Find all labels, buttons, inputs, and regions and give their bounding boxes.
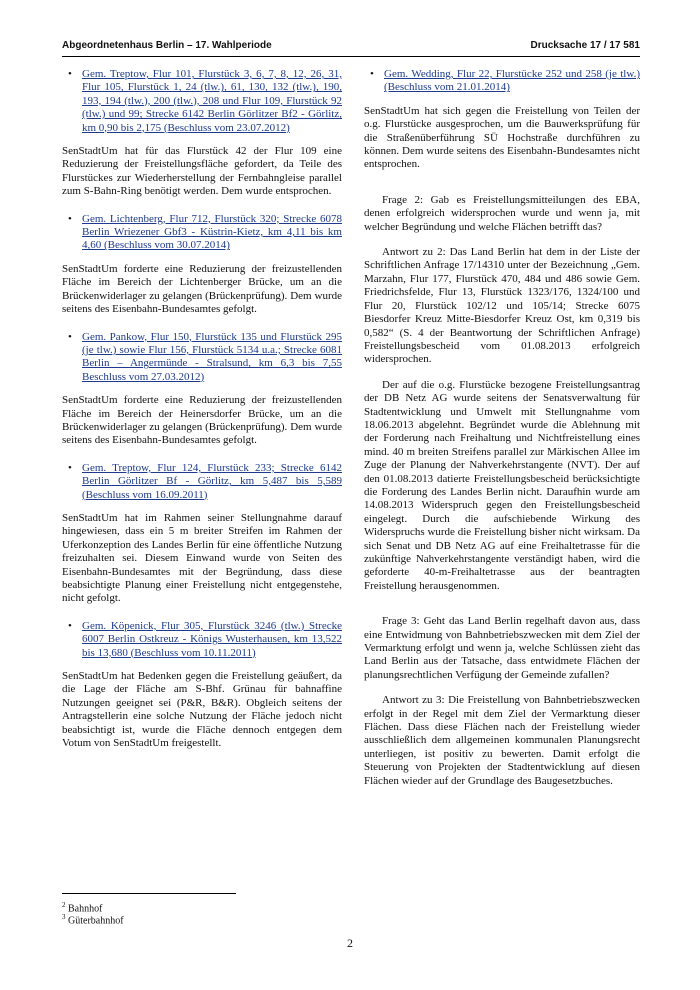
bullet: • — [68, 68, 72, 80]
list-item — [62, 620, 342, 660]
footnote-number: 3 — [62, 913, 66, 921]
item-text: SenStadtUm hat im Rahmen seiner Stellungnahme darauf hingewiesen, dass ein 5 m breiter Streifen im Rahmen der Uferkonzeption des Landes Berlin für eine öffentliche Nutzung freizuhalten sei. Diesem Einwand wurde von Seiten des Eisenbahn-Bundesamtes mit der Begründung, dass diese beabsichtigte Planung einer Freistellung nicht entgegenstehe, nicht gefolgt. — [62, 511, 342, 605]
item-text: SenStadtUm hat sich gegen die Freistellung von Teilen der o.g. Flurstücke ausgesprochen, um die Bauwerksprüfung für die Straßenüberführung SÜ Hochstraße durchführen zu können. Dem wurde seitens des Eisenbahn-Bundesamtes nicht entsprochen. — [364, 104, 640, 171]
item-title-link[interactable]: Gem. Treptow, Flur 101, Flurstück 3, 6, 7, 8, 12, 26, 31, Flur 105, Flurstück 1, 24 (tlw.), 61, 130, 132 (tlw.), 190, 193, 194 (tlw.), 200 (tlw.), 208 und Flur 109, Flurstück 92 (tlw.) und 99; Strecke 6142 Berlin Görlitzer Bf2 - Görlitz, km 0,90 bis 2,175 (Beschluss vom 23.07.2012) — [82, 68, 342, 134]
bullet: • — [68, 461, 72, 474]
header-doc-number: Drucksache 17 / 17 581 — [530, 40, 640, 51]
footnote-text: Bahnhof — [68, 903, 103, 915]
item-text: SenStadtUm forderte eine Reduzierung der freizustellenden Fläche im Bereich der Heinersdorfer Brücke, um an die Brückenwiderlager zu gelangen (Brückenprüfung). Dem wurde seitens des Eisenbahn-Bundesamtes gefolgt. — [62, 394, 342, 447]
item-title-link[interactable]: Gem. Lichtenberg, Flur 712, Flurstück 320; Strecke 6078 Berlin Wriezener Gbf3 - Küstrin-Kietz, km 4,11 bis km 4,60 (Beschluss vom 30.07.2014) — [82, 212, 342, 252]
right-column — [364, 68, 640, 788]
left-column — [62, 68, 342, 750]
page-header — [62, 40, 640, 56]
bullet: • — [370, 68, 374, 80]
header-title: Abgeordnetenhaus Berlin – 17. Wahlperiode — [62, 40, 272, 51]
list-item — [62, 68, 342, 135]
list-item — [364, 68, 640, 95]
page-number: 2 — [347, 936, 353, 950]
list-item — [62, 213, 342, 253]
item-text: SenStadtUm hat für das Flurstück 42 der Flur 109 eine Reduzierung der Freistellungsfläche gefordert, da Teile des Flurstückes zur Wiederherstellung der Fernbahngleise parallel zum S-Bahn-Ring benötigt werden. Dem wurde entsprochen. — [62, 145, 342, 198]
item-title-link[interactable]: Gem. Pankow, Flur 150, Flurstück 135 und Flurstück 295 (je tlw.) sowie Flur 156, Flurstück 5134 u.a.; Strecke 6081 Berlin – Angermünde - Stralsund, km 6,3 bis 7,55 Beschluss vom 27.03.2012) — [82, 330, 342, 383]
footnote-text: Güterbahnhof — [68, 915, 124, 927]
answer-2: Antwort zu 2: Das Land Berlin hat dem in der Liste der Schriftlichen Anfrage 17/14310 unter der Bezeichnung „Gem. Marzahn, Flur 177, Flurstück 470, 484 und 486 sowie Gem. Friedrichsfelde, Flur 13, Flurstück 1323/176, 1324/100 und Flur 20, Flurstück 102/12 und 105/14; Strecke 6075 Biesdorfer Kreuz Mitte-Biesdorfer Kreuz Ost, km 0,319 bis 0,582“ (S. 4 der Beantwortung der Schriftlichen Anfrage) Freistellungsbescheid vom 01.08.2013 erfolgreich widersprochen. — [364, 246, 640, 366]
item-text: SenStadtUm hat Bedenken gegen die Freistellung geäußert, da die Lage der Fläche am S-Bhf. Grünau für bahnaffine Nutzungen geeignet sei (P&R, B&R). Obgleich seitens der Antragstellerin eine solche Nutzung der Fläche jedoch nicht beabsichtigt ist, wurde die Fläche dennoch entgegen dem Votum von SenStadtUm freigestellt. — [62, 670, 342, 750]
header-rule — [62, 56, 640, 57]
question-3: Frage 3: Geht das Land Berlin regelhaft davon aus, dass eine Entwidmung von Bahnbetriebszwecken mit dem Ziel der Vermarktung erfolgt und wenn ja, welche Schlüssen zieht das Land Berlin aus der Tatsache, dass entwidmete Flächen der planungsrechtlichen Verfügung der Gemeinde zufallen? — [364, 615, 640, 681]
item-text: SenStadtUm forderte eine Reduzierung der freizustellenden Fläche im Bereich der Lichtenberger Brücke, um an die Brückenwiderlager zu gelangen (Brückenprüfung). Dem wurde seitens des Eisenbahn-Bundesamtes gefolgt. — [62, 262, 342, 316]
list-item — [62, 462, 342, 502]
bullet: • — [68, 212, 72, 225]
list-item — [62, 331, 342, 385]
question-2: Frage 2: Gab es Freistellungsmitteilungen des EBA, denen erfolgreich widersprochen wurde und wenn ja, mit welcher Begründung und welche Flächen betrifft das? — [364, 193, 640, 233]
footnote-number: 2 — [62, 901, 66, 909]
item-title-link[interactable]: Gem. Köpenick, Flur 305, Flurstück 3246 (tlw.) Strecke 6007 Berlin Ostkreuz - Königs Wusterhausen, km 13,522 bis 13,680 (Beschluss vom 10.11.2011) — [82, 619, 342, 659]
answer-3: Antwort zu 3: Die Freistellung von Bahnbetriebszwecken erfolgt in der Regel mit dem Ziel der Vermarktung dieser Flächen. Dass diese Flächen nach der Freistellung wieder ausschließlich dem allgemeinen kommunalen Planungsrecht unterliegen, ist positiv zu bewerten. Damit erfolgt die Steuerung von Projekten der Stadtentwicklung auf diesen Flächen wieder auf der Grundlage des Baugesetzbuches. — [364, 694, 640, 787]
footnote-rule — [62, 893, 236, 894]
item-title-link[interactable]: Gem. Wedding, Flur 22, Flurstücke 252 und 258 (je tlw.) (Beschluss vom 21.01.2014) — [384, 68, 640, 94]
footnote — [62, 911, 124, 927]
item-title-link[interactable]: Gem. Treptow, Flur 124, Flurstück 233; Strecke 6142 Berlin Görlitzer Bf - Görlitz, km 5,487 bis 5,589 (Beschluss vom 16.09.2011) — [82, 461, 342, 501]
bullet: • — [68, 619, 72, 632]
bullet: • — [68, 330, 72, 343]
answer-2-continued: Der auf die o.g. Flurstücke bezogene Freistellungsantrag der DB Netz AG wurde seitens der Senatsverwaltung für Stadtentwicklung und Umwelt mit Stellungnahme vom 18.06.2013 abgelehnt. Begründet wurde die Ablehnung mit der Forderung nach Freihaltung und Nichtfreistellung eines mind. 40 m breiten Streifens parallel zur Märkischen Allee im Zuge der Planung der Nahverkehrstangente (NVT). Der auf den 01.08.2013 datierte Freistellungsbescheid berücksichtigte die Forderung des Landes Berlin nicht. Daraufhin wurde am 14.08.2013 Widerspruch gegen den Freistellungsbescheid eingelegt. Durch die aufschiebende Wirkung des Widerspruchs wurde die Freistellung bisher nicht wirksam. Da sich Senat und DB Netz AG auf eine Freihaltetrasse für die zukünftige Nahverkehrstangente verständigt haben, wird die geforderte 40-m-Freihaltetrasse aus der beantragten Freistellung herausgenommen. — [364, 378, 640, 592]
